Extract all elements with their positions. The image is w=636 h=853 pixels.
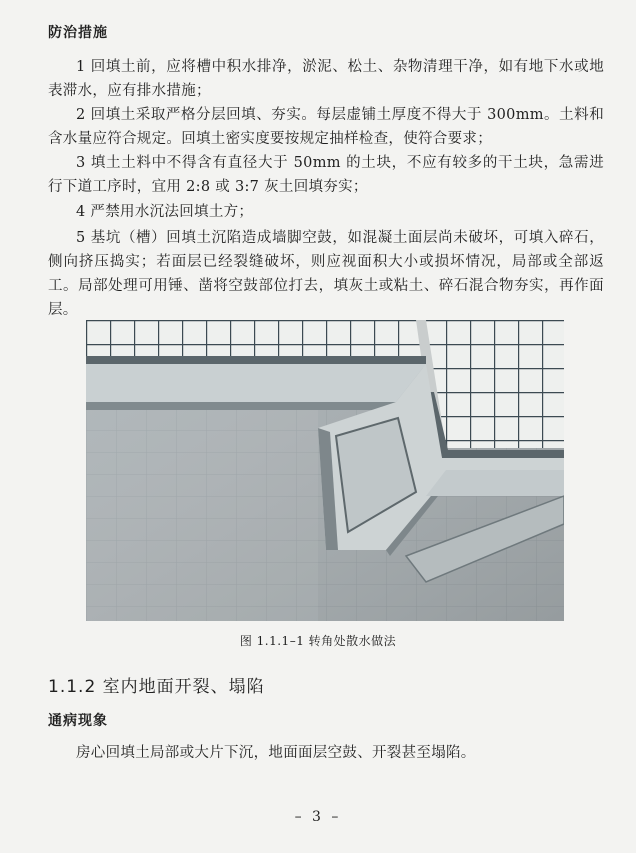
common-defect-heading: 通病现象 xyxy=(48,713,108,729)
corner-drainage-photo xyxy=(86,320,564,621)
measure-paragraph-5: 5 基坑（槽）回填土沉陷造成墙脚空鼓，如混凝土面层尚未破坏，可填入碎石，侧向挤压捣实；若面层已经裂缝破坏，则应视面积大小或损坏情况，局部或全部返工。局部处理可用锤、凿将空鼓部位打去，填灰土或粘土、碎石混合物夯实，再作面层。 xyxy=(48,230,604,318)
figure-caption: 图 1.1.1–1 转角处散水做法 xyxy=(239,634,397,648)
measure-paragraph-3: 3 填土土料中不得含有直径大于 50mm 的土块，不应有较多的干土块，急需进行下道工序时，宜用 2:8 或 3:7 灰土回填夯实； xyxy=(48,155,604,195)
measure-paragraph-4: 4 严禁用水沉法回填土方； xyxy=(76,204,254,220)
measure-paragraph-2: 2 回填土采取严格分层回填、夯实。每层虚铺土厚度不得大于 300mm。土料和含水量应符合规定。回填土密实度要按规定抽样检查，使符合要求； xyxy=(48,107,604,147)
measure-paragraph-1: 1 回填土前，应将槽中积水排净，淤泥、松土、杂物清理干净，如有地下水或地表滞水，应有排水措施； xyxy=(48,59,604,99)
prevention-measures-heading: 防治措施 xyxy=(48,25,108,41)
symptom-paragraph: 房心回填土局部或大片下沉，地面面层空鼓、开裂甚至塌陷。 xyxy=(76,745,476,761)
page-number: – 3 – xyxy=(294,809,342,825)
section-title: 1.1.2 室内地面开裂、塌陷 xyxy=(48,677,265,697)
